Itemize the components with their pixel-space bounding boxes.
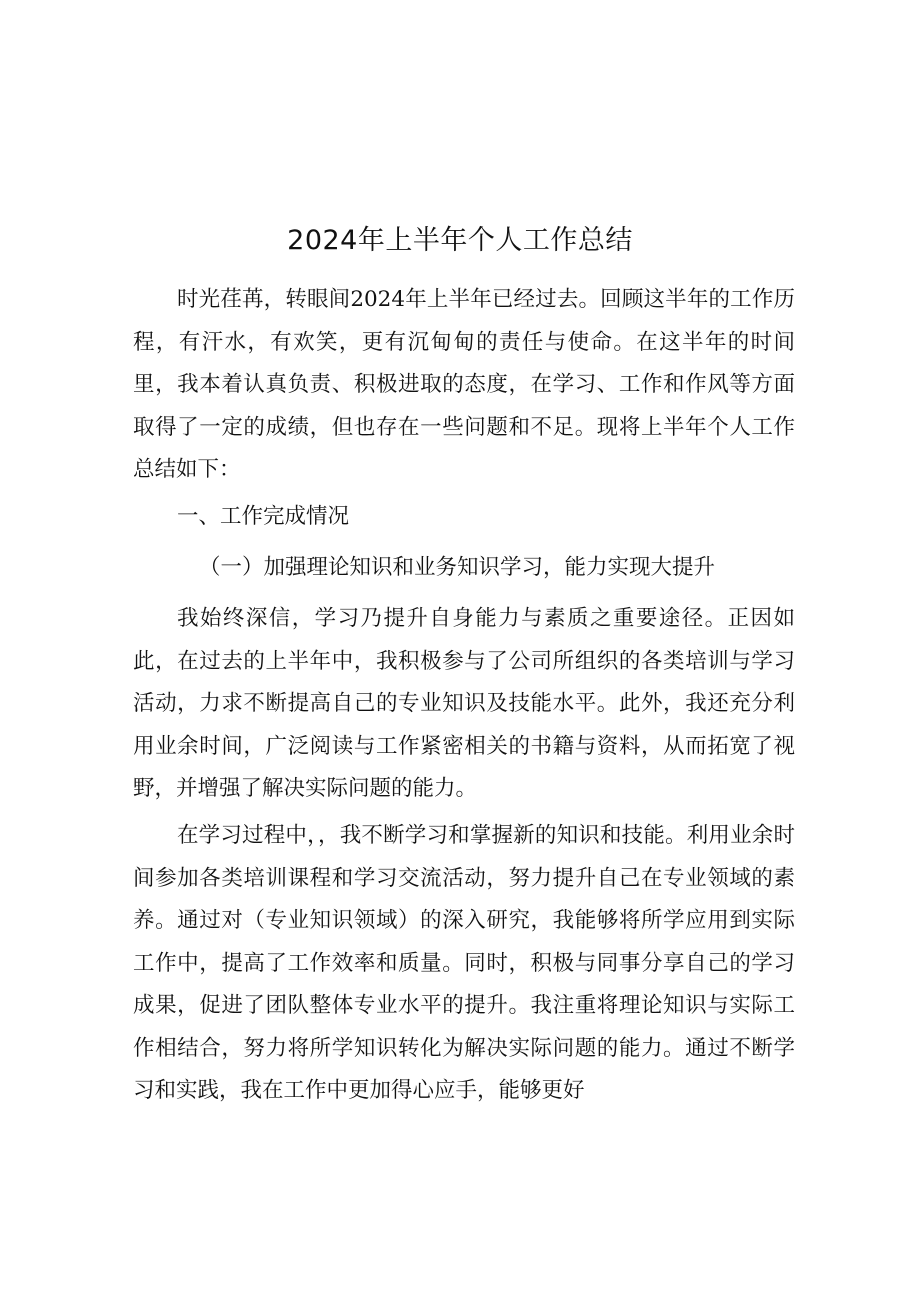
section-heading-work-completion: 一、工作完成情况 [177, 504, 350, 529]
learning-paragraph-2: 在学习过程中，，我不断学习和掌握新的知识和技能。利用业余时间参加各类培训课程和学习交流活动，努力提升自己在专业领域的素养。通过对（专业知识领域）的深入研究，我能够将所学应用到实际工作中，提高了工作效率和质量。同时，积极与同事分享自己的学习成果，促进了团队整体专业水平的提升。我注重将理论知识与实际工作相结合，努力将所学知识转化为解决实际问题的能力。通过不断学习和实践，我在工作中更加得心应手，能够更好 [133, 823, 795, 1103]
learning-paragraph-1: 我始终深信，学习乃提升自身能力与素质之重要途径。正因如此，在过去的上半年中，我积极参与了公司所组织的各类培训与学习活动，力求不断提高自己的专业知识及技能水平。此外，我还充分利用业余时间，广泛阅读与工作紧密相关的书籍与资料，从而拓宽了视野，并增强了解决实际问题的能力。 [133, 606, 795, 801]
intro-paragraph: 时光荏苒，转眼间2024年上半年已经过去。回顾这半年的工作历程，有汗水，有欢笑，更有沉甸甸的责任与使命。在这半年的时间里，我本着认真负责、积极进取的态度，在学习、工作和作风等方面取得了一定的成绩，但也存在一些问题和不足。现将上半年个人工作总结如下： [133, 287, 795, 482]
subsection-heading-learning: （一）加强理论知识和业务知识学习，能力实现大提升 [199, 555, 716, 580]
document-title: 2024年上半年个人工作总结 [287, 225, 633, 256]
